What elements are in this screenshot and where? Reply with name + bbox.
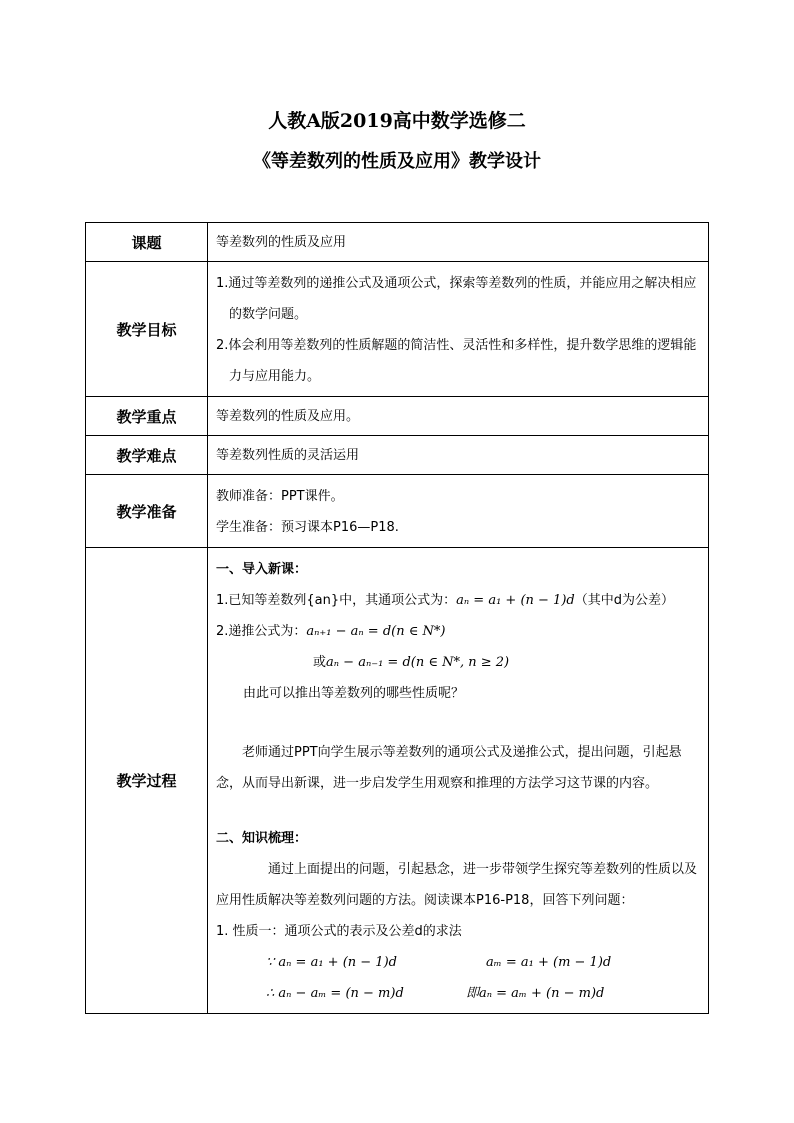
formula-row-2 [216,978,702,1009]
formula-line-general-term: 1.已知等差数列{an}中，其通项公式为：aₙ = a₁ + (n − 1)d（其中d为公差） [216,593,674,608]
table-row-key [86,397,709,436]
row-value-goals [208,262,709,397]
document-title: 人教A版2019高中数学选修二 [268,110,526,132]
guiding-question: 由此可以推出等差数列的哪些性质呢？ [243,686,465,701]
row-value-difficulty: 等差数列性质的灵活运用 [208,436,709,475]
row-label-process: 教学过程 [86,548,208,1014]
row-label-difficulty: 教学难点 [86,436,208,475]
formula-row-1 [216,947,702,978]
prep-teacher: 教师准备：PPT课件。 [216,489,344,504]
formula-difference: ∴ aₙ − aₘ = (n − m)d [266,986,404,1001]
prep-student: 学生准备：预习课本P16—P18. [216,520,399,535]
table-row-difficulty [86,436,709,475]
table-row-prep [86,475,709,548]
lesson-plan-table [85,222,709,1014]
row-value-prep [208,475,709,548]
formula-line-recurrence-alt: 或aₙ − aₙ₋₁ = d(n ∈ N*, n ≥ 2) [313,655,510,670]
formula-result: 即aₙ = aₘ + (n − m)d [466,986,605,1001]
row-label-key: 教学重点 [86,397,208,436]
table-row-topic [86,223,709,262]
recurrence-formula: aₙ₊₁ − aₙ = d(n ∈ N*) [306,624,446,639]
goal-item-2: 2.体会利用等差数列的性质解题的简洁性、灵活性和多样性，提升数学思维的逻辑能力与应用能力。 [216,338,697,384]
table-row-goals [86,262,709,397]
table-row-process [86,548,709,1014]
section-heading-knowledge: 二、知识梳理： [216,831,308,846]
row-value-key: 等差数列的性质及应用。 [208,397,709,436]
general-term-formula: aₙ = a₁ + (n − 1)d [456,593,575,608]
formula-am: aₘ = a₁ + (m − 1)d [486,955,612,970]
row-value-topic: 等差数列的性质及应用 [208,223,709,262]
row-label-prep: 教学准备 [86,475,208,548]
formula-an: ∵ aₙ = a₁ + (n − 1)d [266,955,397,970]
recurrence-alt-formula: aₙ − aₙ₋₁ = d(n ∈ N*, n ≥ 2) [326,655,510,670]
row-value-process [208,548,709,1014]
property-one-item: 1. 性质一：通项公式的表示及公差d的求法 [216,924,462,939]
row-label-goals: 教学目标 [86,262,208,397]
intro-paragraph: 老师通过PPT向学生展示等差数列的通项公式及递推公式，提出问题，引起悬念，从而导出新课，进一步启发学生用观察和推理的方法学习这节课的内容。 [216,745,682,791]
section-heading-intro: 一、导入新课： [216,562,308,577]
row-label-topic: 课题 [86,223,208,262]
goal-item-1: 1.通过等差数列的递推公式及通项公式，探索等差数列的性质，并能应用之解决相应的数学问题。 [216,276,697,322]
knowledge-paragraph: 通过上面提出的问题，引起悬念，进一步带领学生探究等差数列的性质以及应用性质解决等差数列问题的方法。阅读课本P16-P18，回答下列问题： [216,862,698,908]
document-subtitle: 《等差数列的性质及应用》教学设计 [253,151,541,172]
formula-line-recurrence: 2.递推公式为：aₙ₊₁ − aₙ = d(n ∈ N*) [216,624,446,639]
